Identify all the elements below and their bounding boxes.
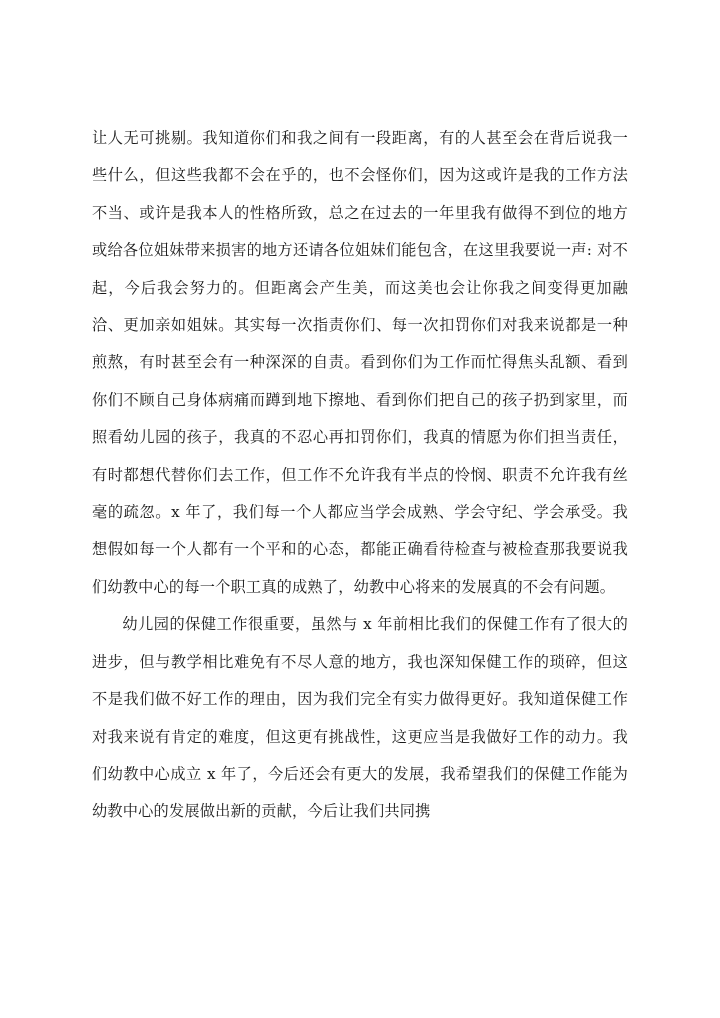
document-body	[92, 120, 628, 831]
paragraph-1: 让人无可挑剔。我知道你们和我之间有一段距离，有的人甚至会在背后说我一些什么，但这些我都不会在乎的，也不会怪你们，因为这或许是我的工作方法不当、或许是我本人的性格所致，总之在过去的一年里我有做得不到位的地方或给各位姐妹带来损害的地方还请各位姐妹们能包含，在这里我要说一声: 对不起，今后我会努力的。但距离会产生美，而这美也会让你我之间变得更加融洽、更加亲如姐妹。其实每一次指责你们、每一次扣罚你们对我来说都是一种煎熬，有时甚至会有一种深深的自责。看到你们为工作而忙得焦头乱额、看到你们不顾自己身体病痛而蹲到地下擦地、看到你们把自己的孩子扔到家里，而照看幼儿园的孩子，我真的不忍心再扣罚你们，我真的情愿为你们担当责任，有时都想代替你们去工作，但工作不允许我有半点的怜悯、职责不允许我有丝毫的疏忽。x 年了，我们每一个人都应当学会成熟、学会守纪、学会承受。我想假如每一个人都有一个平和的心态，都能正确看待检查与被检查那我要说我们幼教中心的每一个职工真的成熟了，幼教中心将来的发展真的不会有问题。	[92, 129, 628, 596]
paragraph-2: 幼儿园的保健工作很重要，虽然与 x 年前相比我们的保健工作有了很大的进步，但与教学相比难免有不尽人意的地方，我也深知保健工作的琐碎，但这不是我们做不好工作的理由，因为我们完全有实力做得更好。我知道保健工作对我来说有肯定的难度，但这更有挑战性，这更应当是我做好工作的动力。我们幼教中心成立 x 年了，今后还会有更大的发展，我希望我们的保健工作能为幼教中心的发展做出新的贡献，今后让我们共同携	[92, 615, 628, 821]
